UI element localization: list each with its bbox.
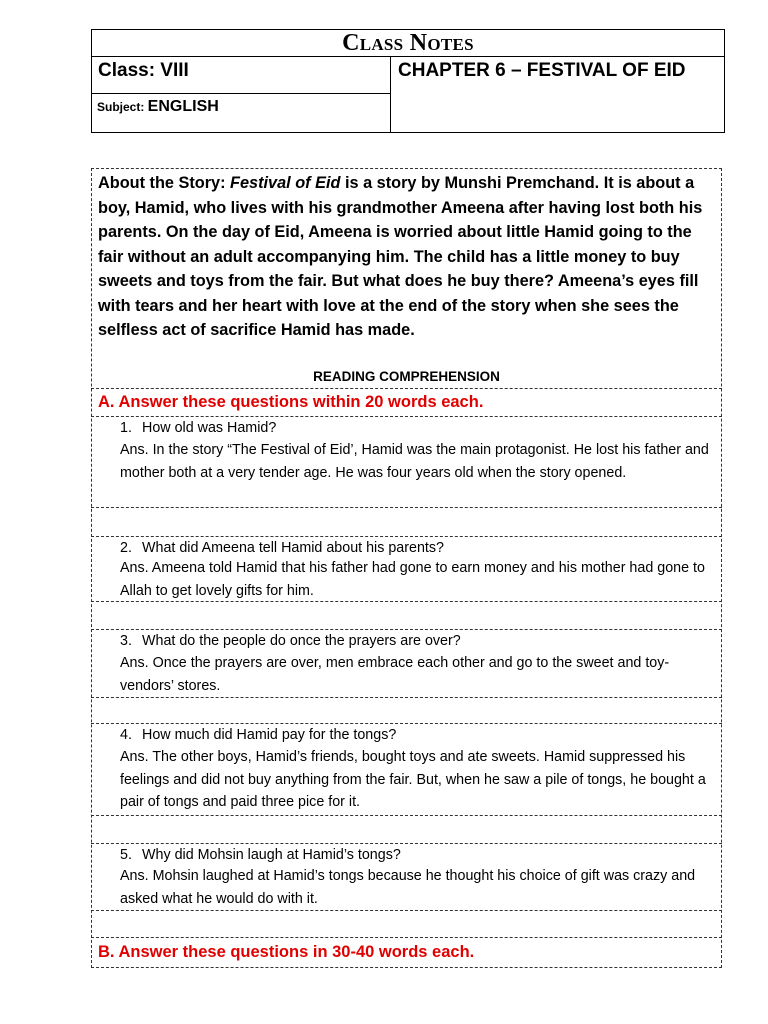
divider — [91, 937, 722, 938]
question-text: What do the people do once the prayers are over? — [142, 633, 461, 649]
subject-label: Subject: — [97, 100, 148, 114]
question-number: 4. — [120, 727, 132, 743]
question-3 — [120, 630, 718, 652]
answer-3: Ans. Once the prayers are over, men embrace each other and go to the sweet and toy-vendors’ stores. — [120, 655, 670, 694]
chapter-title: CHAPTER 6 – FESTIVAL OF EID — [398, 60, 686, 81]
class-label: Class: VIII — [98, 60, 189, 81]
question-number: 2. — [120, 540, 132, 556]
question-4 — [120, 724, 718, 746]
about-body: is a story by Munshi Premchand. It is about a boy, Hamid, who lives with his grandmother Ameena after having lost both his parents. On the day of Eid, Ameena is worried about little Hamid going to the fair without an adult accompanying him. The child has a little money to buy sweets and toys from the fair. But what does he buy there? Ameena’s eyes fill with tears and her heart with love at the end of the story when she sees the selfless act of sacrifice Hamid has made. — [98, 174, 703, 339]
answer-5: Ans. Mohsin laughed at Hamid’s tongs because he thought his choice of gift was crazy and asked what he would do with it. — [120, 868, 696, 907]
answer-2: Ans. Ameena told Hamid that his father had gone to earn money and his mother had gone to Allah to get lovely gifts for him. — [120, 560, 705, 599]
question-2 — [120, 537, 718, 559]
divider — [91, 815, 722, 816]
divider — [91, 388, 722, 389]
divider — [91, 601, 722, 602]
divider — [91, 910, 722, 911]
question-5 — [120, 844, 718, 866]
question-number: 1. — [120, 420, 132, 436]
table-divider-horizontal — [91, 93, 391, 94]
reading-comprehension-heading: READING COMPREHENSION — [313, 369, 500, 384]
question-number: 5. — [120, 847, 132, 863]
page-title: Class Notes — [342, 30, 474, 56]
question-text: What did Ameena tell Hamid about his parents? — [142, 540, 444, 556]
about-the-story — [98, 171, 716, 343]
answer-4: Ans. The other boys, Hamid’s friends, bought toys and ate sweets. Hamid suppressed his feelings and did not buy anything from the fair. But, when he saw a pile of tongs, he bought a pair of tongs and paid three pice for it. — [120, 749, 706, 811]
story-title: Festival of Eid — [230, 174, 341, 192]
about-lead: About the Story: — [98, 174, 231, 192]
divider — [91, 507, 722, 508]
divider — [91, 697, 722, 698]
subject-field — [97, 97, 219, 117]
question-text: Why did Mohsin laugh at Hamid’s tongs? — [142, 847, 401, 863]
section-a-heading: A. Answer these questions within 20 words each. — [98, 393, 484, 411]
question-text: How much did Hamid pay for the tongs? — [142, 727, 397, 743]
answer-1: Ans. In the story “The Festival of Eid’, Hamid was the main protagonist. He lost his father and mother both at a very tender age. He was four years old when the story opened. — [120, 442, 709, 481]
question-text: How old was Hamid? — [142, 420, 277, 436]
question-number: 3. — [120, 633, 132, 649]
section-b-heading: B. Answer these questions in 30-40 words each. — [98, 943, 475, 961]
subject-value: ENGLISH — [147, 98, 219, 115]
question-1 — [120, 417, 718, 439]
table-divider-vertical — [390, 56, 391, 132]
